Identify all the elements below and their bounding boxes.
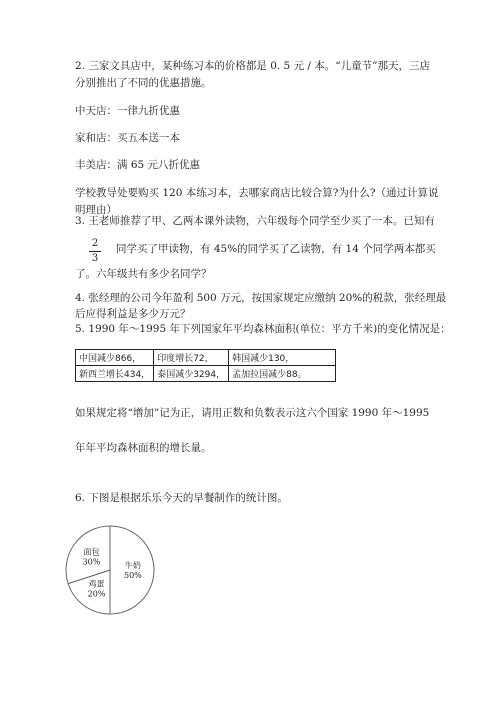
q2-line1: 2. 三家文具店中，某种练习本的价格都是 0. 5 元 / 本。“儿童节”那天，三店: [75, 60, 431, 72]
breakfast-pie-chart: [60, 520, 170, 620]
fraction-bar: [89, 251, 101, 252]
pie-slice-label: 鸡蛋: [88, 579, 105, 589]
q2-store1: 中天店：一律九折优惠: [75, 105, 180, 117]
q2-store2: 家和店：买五本送一本: [75, 132, 180, 144]
q2-ask1: 学校教导处要购买 120 本练习本，去哪家商店比较合算?为什么?（通过计算说: [75, 187, 439, 199]
q5-line1: 5. 1990 年～1995 年下列国家年平均森林面积(单位：平方千米)的变化情况是：: [75, 323, 451, 335]
fraction-denominator: 3: [91, 253, 99, 264]
q2-line2: 分别推出了不同的优惠措施。: [75, 77, 212, 89]
pie-slice-label: 牛奶: [124, 561, 141, 570]
fraction-numerator: 2: [91, 238, 99, 249]
q2-store3: 丰美店：满 65 元八折优惠: [75, 159, 201, 171]
q2-ask2: 明理由）: [75, 204, 117, 216]
table-cell: 孟加拉国减少88。: [229, 366, 336, 382]
table-cell: 新西兰增长434，: [76, 366, 154, 382]
pie-slice-value: 50%: [123, 571, 142, 580]
pie-slice-0: [110, 526, 154, 614]
table-row: [76, 366, 336, 382]
q5-rule1: 如果规定将“增加”记为正，请用正数和负数表示这六个国家 1990 年～1995: [75, 407, 430, 419]
table-cell: 中国减少866，: [76, 350, 154, 366]
pie-slice-value: 30%: [82, 557, 101, 567]
q4-line1: 4. 张经理的公司今年盈利 500 万元，按国家规定应缴纳 20%的税款，张经理最: [75, 292, 447, 304]
fraction-two-thirds: [89, 238, 101, 265]
table-cell: 印度增长72，: [154, 350, 229, 366]
q3-line2: 同学买了甲读物，有 45%的同学买了乙读物，有 14 个同学两本都买: [116, 243, 436, 255]
pie-slice-value: 20%: [87, 589, 106, 599]
forest-change-table: [75, 349, 336, 382]
table-cell: 泰国减少3294，: [154, 366, 229, 382]
q3-line1: 3. 王老师推荐了甲、乙两本课外读物，六年级每个同学至少买了一本。已知有: [75, 215, 435, 227]
pie-slice-label: 面包: [83, 547, 100, 557]
q6-line1: 6. 下图是根据乐乐今天的早餐制作的统计图。: [75, 492, 288, 504]
q3-line3: 了。六年级共有多少名同学？: [75, 268, 212, 280]
table-cell: 韩国减少130，: [229, 350, 336, 366]
q4-line2: 后应得利益是多少万元？: [75, 308, 191, 320]
table-row: [76, 350, 336, 366]
q5-rule2: 年年平均森林面积的增长量。: [75, 442, 212, 454]
